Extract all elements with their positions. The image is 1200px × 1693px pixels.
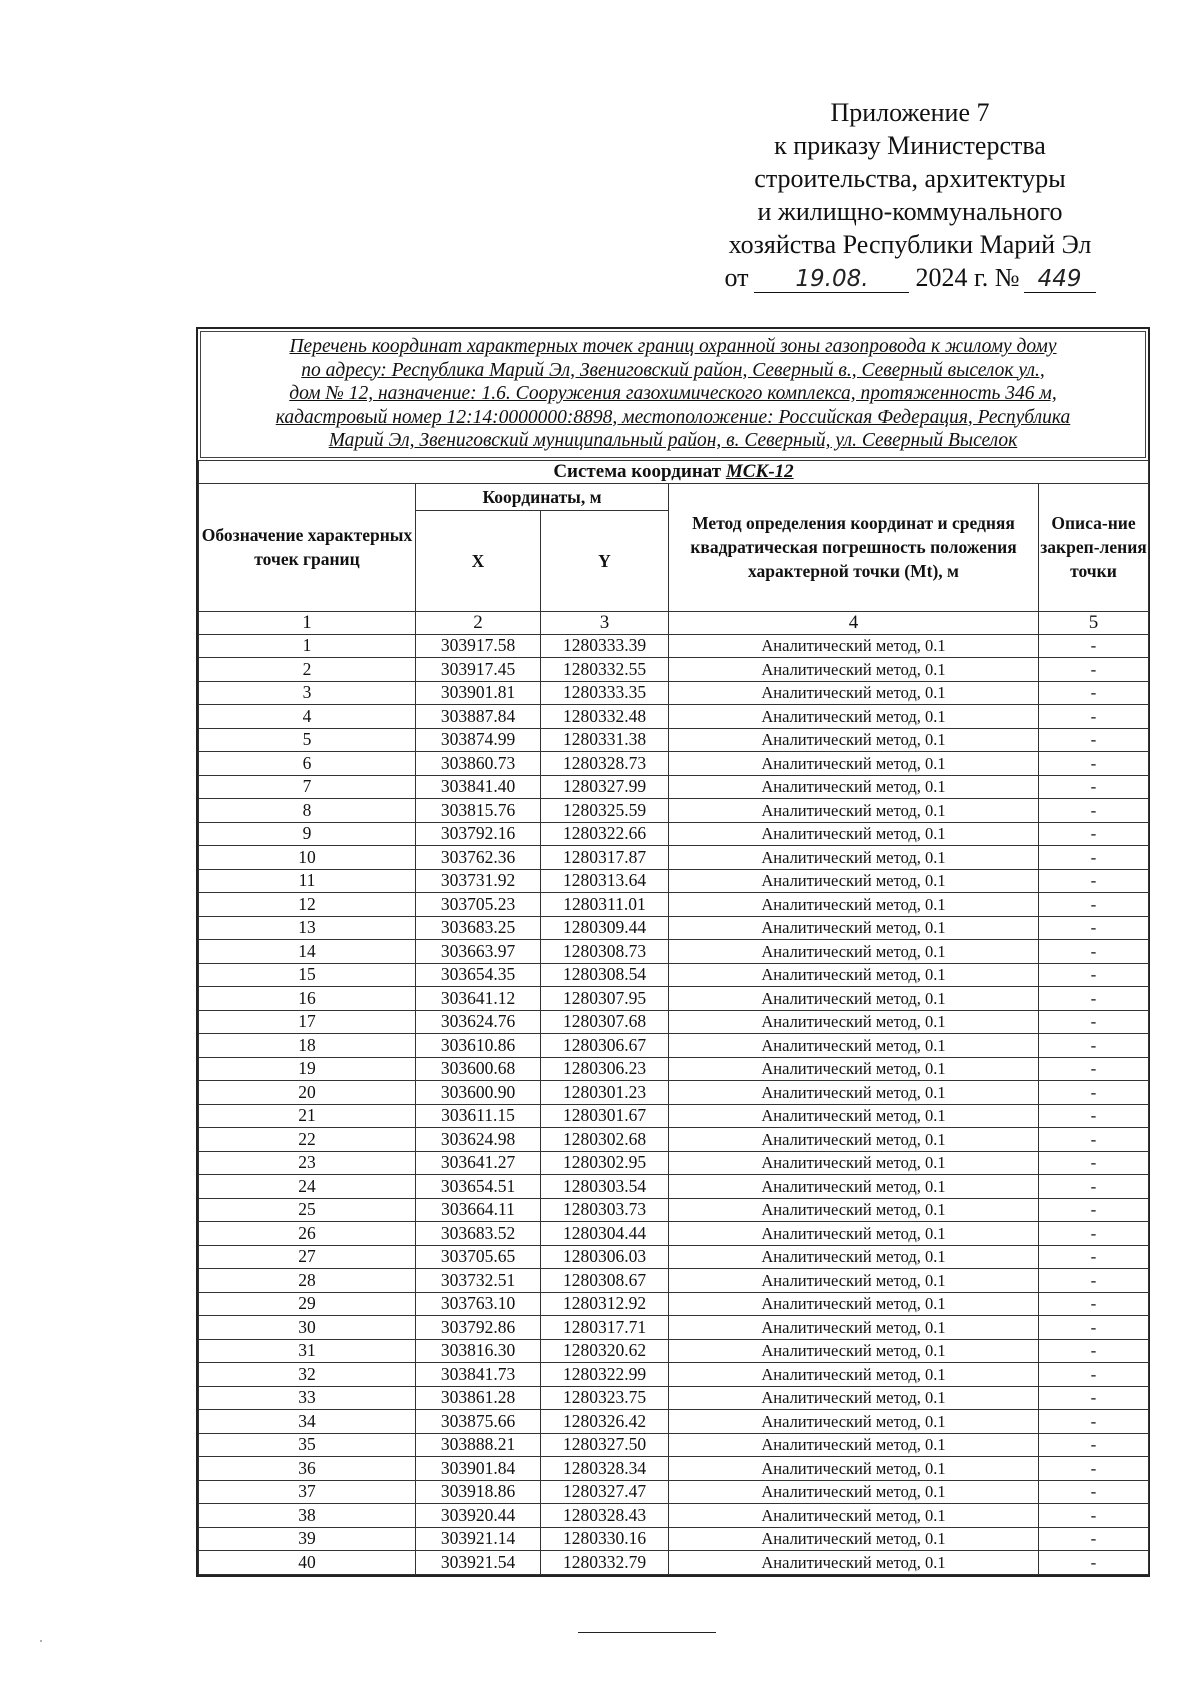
- point-number-cell: 29: [199, 1292, 416, 1316]
- y-coordinate-cell: 1280332.79: [541, 1551, 669, 1575]
- y-coordinate-cell: 1280307.68: [541, 1010, 669, 1034]
- method-cell: Аналитический метод, 0.1: [669, 681, 1039, 705]
- col-number: 1: [199, 611, 416, 634]
- table-row: [199, 1010, 1149, 1034]
- point-number-cell: 14: [199, 940, 416, 964]
- y-coordinate-cell: 1280328.34: [541, 1457, 669, 1481]
- table-row: [199, 1339, 1149, 1363]
- description-cell: -: [1039, 1222, 1149, 1246]
- y-coordinate-cell: 1280332.48: [541, 705, 669, 729]
- y-coordinate-cell: 1280308.54: [541, 963, 669, 987]
- x-coordinate-cell: 303641.12: [416, 987, 541, 1011]
- description-cell: -: [1039, 1104, 1149, 1128]
- table-row: [199, 705, 1149, 729]
- point-number-cell: 33: [199, 1386, 416, 1410]
- x-coordinate-cell: 303918.86: [416, 1480, 541, 1504]
- coordinate-system-value: МСК-12: [725, 460, 794, 482]
- table-row: [199, 1175, 1149, 1199]
- y-coordinate-cell: 1280323.75: [541, 1386, 669, 1410]
- point-number-cell: 13: [199, 916, 416, 940]
- table-row: [199, 1527, 1149, 1551]
- table-row: [199, 1057, 1149, 1081]
- method-cell: Аналитический метод, 0.1: [669, 1151, 1039, 1175]
- method-cell: Аналитический метод, 0.1: [669, 822, 1039, 846]
- appendix-header: [690, 96, 1130, 294]
- table-row: [199, 987, 1149, 1011]
- table-row: [199, 1151, 1149, 1175]
- point-number-cell: 15: [199, 963, 416, 987]
- y-coordinate-cell: 1280308.67: [541, 1269, 669, 1293]
- description-cell: -: [1039, 1386, 1149, 1410]
- x-coordinate-cell: 303917.58: [416, 634, 541, 658]
- description-cell: -: [1039, 822, 1149, 846]
- description-cell: -: [1039, 1151, 1149, 1175]
- description-cell: -: [1039, 705, 1149, 729]
- point-number-cell: 20: [199, 1081, 416, 1105]
- method-cell: Аналитический метод, 0.1: [669, 916, 1039, 940]
- table-row: [199, 1034, 1149, 1058]
- table-row: [199, 1480, 1149, 1504]
- table-row: [199, 822, 1149, 846]
- description-cell: -: [1039, 869, 1149, 893]
- method-cell: Аналитический метод, 0.1: [669, 1339, 1039, 1363]
- description-cell: -: [1039, 893, 1149, 917]
- table-row: [199, 963, 1149, 987]
- x-coordinate-cell: 303654.35: [416, 963, 541, 987]
- point-number-cell: 3: [199, 681, 416, 705]
- point-number-cell: 28: [199, 1269, 416, 1293]
- point-number-cell: 2: [199, 658, 416, 682]
- description-cell: -: [1039, 775, 1149, 799]
- y-coordinate-cell: 1280328.43: [541, 1504, 669, 1528]
- point-number-cell: 6: [199, 752, 416, 776]
- y-coordinate-cell: 1280311.01: [541, 893, 669, 917]
- description-cell: -: [1039, 1128, 1149, 1152]
- method-cell: Аналитический метод, 0.1: [669, 752, 1039, 776]
- y-coordinate-cell: 1280317.87: [541, 846, 669, 870]
- x-coordinate-cell: 303921.54: [416, 1551, 541, 1575]
- date-prefix: от: [724, 263, 749, 292]
- method-cell: Аналитический метод, 0.1: [669, 869, 1039, 893]
- table-row: [199, 1128, 1149, 1152]
- y-coordinate-cell: 1280332.55: [541, 658, 669, 682]
- method-cell: Аналитический метод, 0.1: [669, 1504, 1039, 1528]
- year-text: 2024 г. №: [915, 263, 1020, 292]
- x-coordinate-cell: 303762.36: [416, 846, 541, 870]
- description-cell: -: [1039, 1363, 1149, 1387]
- y-coordinate-cell: 1280303.54: [541, 1175, 669, 1199]
- point-number-cell: 9: [199, 822, 416, 846]
- point-number-cell: 16: [199, 987, 416, 1011]
- table-row: [199, 1410, 1149, 1434]
- order-date-line: [690, 261, 1130, 294]
- col-header-coords: Координаты, м: [416, 483, 669, 510]
- x-coordinate-cell: 303763.10: [416, 1292, 541, 1316]
- table-row: [199, 1104, 1149, 1128]
- table-row: [199, 846, 1149, 870]
- table-row: [199, 1222, 1149, 1246]
- order-number-handwritten: 449: [1024, 266, 1096, 293]
- x-coordinate-cell: 303624.98: [416, 1128, 541, 1152]
- x-coordinate-cell: 303705.23: [416, 893, 541, 917]
- description-cell: -: [1039, 1198, 1149, 1222]
- x-coordinate-cell: 303664.11: [416, 1198, 541, 1222]
- table-row: [199, 940, 1149, 964]
- table-row: [199, 1245, 1149, 1269]
- coordinates-table: [198, 460, 1149, 1575]
- description-cell: -: [1039, 799, 1149, 823]
- appendix-line-1: Приложение 7: [830, 98, 990, 127]
- table-row: [199, 1081, 1149, 1105]
- x-coordinate-cell: 303841.40: [416, 775, 541, 799]
- col-header-points: Обозначение характерных точек границ: [199, 483, 416, 611]
- description-cell: -: [1039, 1457, 1149, 1481]
- title-line-5: Марий Эл, Звениговский муниципальный район, в. Северный, ул. Северный Выселок: [328, 430, 1018, 451]
- table-row: [199, 1363, 1149, 1387]
- point-number-cell: 39: [199, 1527, 416, 1551]
- y-coordinate-cell: 1280302.68: [541, 1128, 669, 1152]
- method-cell: Аналитический метод, 0.1: [669, 1198, 1039, 1222]
- point-number-cell: 36: [199, 1457, 416, 1481]
- y-coordinate-cell: 1280306.23: [541, 1057, 669, 1081]
- title-line-4: кадастровый номер 12:14:0000000:8898, местоположение: Российская Федерация, Республика: [275, 406, 1071, 428]
- description-cell: -: [1039, 681, 1149, 705]
- table-row: [199, 1433, 1149, 1457]
- col-header-description: Описа-ние закреп-ления точки: [1039, 483, 1149, 611]
- y-coordinate-cell: 1280328.73: [541, 752, 669, 776]
- method-cell: Аналитический метод, 0.1: [669, 705, 1039, 729]
- method-cell: Аналитический метод, 0.1: [669, 1057, 1039, 1081]
- point-number-cell: 26: [199, 1222, 416, 1246]
- table-row: [199, 1457, 1149, 1481]
- table-row: [199, 681, 1149, 705]
- description-cell: -: [1039, 846, 1149, 870]
- x-coordinate-cell: 303705.65: [416, 1245, 541, 1269]
- title-line-3: дом № 12, назначение: 1.6. Сооружения газохимического комплекса, протяженность 346 м,: [289, 383, 1057, 404]
- method-cell: Аналитический метод, 0.1: [669, 1386, 1039, 1410]
- coordinate-system-cell: [199, 460, 1149, 483]
- method-cell: Аналитический метод, 0.1: [669, 963, 1039, 987]
- y-coordinate-cell: 1280322.99: [541, 1363, 669, 1387]
- point-number-cell: 32: [199, 1363, 416, 1387]
- table-row: [199, 1292, 1149, 1316]
- coordinate-system-label: Система координат: [553, 460, 722, 482]
- table-row: [199, 799, 1149, 823]
- table-row: [199, 752, 1149, 776]
- table-row: [199, 658, 1149, 682]
- y-coordinate-cell: 1280303.73: [541, 1198, 669, 1222]
- point-number-cell: 19: [199, 1057, 416, 1081]
- method-cell: Аналитический метод, 0.1: [669, 893, 1039, 917]
- appendix-line-3: строительства, архитектуры: [754, 164, 1066, 193]
- header-row-top: [199, 483, 1149, 510]
- point-number-cell: 18: [199, 1034, 416, 1058]
- x-coordinate-cell: 303815.76: [416, 799, 541, 823]
- method-cell: Аналитический метод, 0.1: [669, 1410, 1039, 1434]
- point-number-cell: 22: [199, 1128, 416, 1152]
- point-number-cell: 27: [199, 1245, 416, 1269]
- description-cell: -: [1039, 1480, 1149, 1504]
- y-coordinate-cell: 1280325.59: [541, 799, 669, 823]
- description-cell: -: [1039, 1034, 1149, 1058]
- description-cell: -: [1039, 658, 1149, 682]
- point-number-cell: 31: [199, 1339, 416, 1363]
- table-row: [199, 1551, 1149, 1575]
- table-row: [199, 775, 1149, 799]
- col-number: 2: [416, 611, 541, 634]
- y-coordinate-cell: 1280304.44: [541, 1222, 669, 1246]
- table-row: [199, 728, 1149, 752]
- x-coordinate-cell: 303875.66: [416, 1410, 541, 1434]
- description-cell: -: [1039, 752, 1149, 776]
- point-number-cell: 21: [199, 1104, 416, 1128]
- description-cell: -: [1039, 1245, 1149, 1269]
- method-cell: Аналитический метод, 0.1: [669, 775, 1039, 799]
- x-coordinate-cell: 303792.86: [416, 1316, 541, 1340]
- method-cell: Аналитический метод, 0.1: [669, 1269, 1039, 1293]
- x-coordinate-cell: 303600.68: [416, 1057, 541, 1081]
- point-number-cell: 8: [199, 799, 416, 823]
- x-coordinate-cell: 303860.73: [416, 752, 541, 776]
- method-cell: Аналитический метод, 0.1: [669, 987, 1039, 1011]
- x-coordinate-cell: 303663.97: [416, 940, 541, 964]
- method-cell: Аналитический метод, 0.1: [669, 1292, 1039, 1316]
- x-coordinate-cell: 303792.16: [416, 822, 541, 846]
- point-number-cell: 10: [199, 846, 416, 870]
- column-number-row: [199, 611, 1149, 634]
- description-cell: -: [1039, 1433, 1149, 1457]
- x-coordinate-cell: 303683.25: [416, 916, 541, 940]
- title-line-2: по адресу: Республика Марий Эл, Звениговский район, Северный в., Северный выселок ул.,: [301, 359, 1045, 381]
- x-coordinate-cell: 303611.15: [416, 1104, 541, 1128]
- method-cell: Аналитический метод, 0.1: [669, 846, 1039, 870]
- method-cell: Аналитический метод, 0.1: [669, 940, 1039, 964]
- x-coordinate-cell: 303732.51: [416, 1269, 541, 1293]
- point-number-cell: 25: [199, 1198, 416, 1222]
- y-coordinate-cell: 1280331.38: [541, 728, 669, 752]
- y-coordinate-cell: 1280333.39: [541, 634, 669, 658]
- y-coordinate-cell: 1280330.16: [541, 1527, 669, 1551]
- table-row: [199, 1386, 1149, 1410]
- x-coordinate-cell: 303917.45: [416, 658, 541, 682]
- description-cell: -: [1039, 1551, 1149, 1575]
- y-coordinate-cell: 1280309.44: [541, 916, 669, 940]
- description-cell: -: [1039, 940, 1149, 964]
- table-row: [199, 1316, 1149, 1340]
- method-cell: Аналитический метод, 0.1: [669, 1081, 1039, 1105]
- method-cell: Аналитический метод, 0.1: [669, 728, 1039, 752]
- point-number-cell: 17: [199, 1010, 416, 1034]
- y-coordinate-cell: 1280327.50: [541, 1433, 669, 1457]
- y-coordinate-cell: 1280308.73: [541, 940, 669, 964]
- col-header-x: X: [416, 510, 541, 611]
- y-coordinate-cell: 1280317.71: [541, 1316, 669, 1340]
- y-coordinate-cell: 1280301.67: [541, 1104, 669, 1128]
- description-cell: -: [1039, 1057, 1149, 1081]
- x-coordinate-cell: 303683.52: [416, 1222, 541, 1246]
- table-row: [199, 1269, 1149, 1293]
- method-cell: Аналитический метод, 0.1: [669, 1245, 1039, 1269]
- description-cell: -: [1039, 1339, 1149, 1363]
- method-cell: Аналитический метод, 0.1: [669, 1010, 1039, 1034]
- description-cell: -: [1039, 728, 1149, 752]
- method-cell: Аналитический метод, 0.1: [669, 1527, 1039, 1551]
- method-cell: Аналитический метод, 0.1: [669, 1433, 1039, 1457]
- method-cell: Аналитический метод, 0.1: [669, 1363, 1039, 1387]
- table-row: [199, 893, 1149, 917]
- method-cell: Аналитический метод, 0.1: [669, 1034, 1039, 1058]
- description-cell: -: [1039, 1269, 1149, 1293]
- x-coordinate-cell: 303888.21: [416, 1433, 541, 1457]
- point-number-cell: 40: [199, 1551, 416, 1575]
- method-cell: Аналитический метод, 0.1: [669, 1222, 1039, 1246]
- title-line-1: Перечень координат характерных точек границ охранной зоны газопровода к жилому дому: [289, 336, 1057, 357]
- y-coordinate-cell: 1280327.47: [541, 1480, 669, 1504]
- x-coordinate-cell: 303816.30: [416, 1339, 541, 1363]
- description-cell: -: [1039, 963, 1149, 987]
- table-row: [199, 634, 1149, 658]
- method-cell: Аналитический метод, 0.1: [669, 1457, 1039, 1481]
- method-cell: Аналитический метод, 0.1: [669, 1316, 1039, 1340]
- order-date-handwritten: 19.08.: [754, 266, 909, 293]
- y-coordinate-cell: 1280333.35: [541, 681, 669, 705]
- table-row: [199, 1198, 1149, 1222]
- point-number-cell: 4: [199, 705, 416, 729]
- description-cell: -: [1039, 1527, 1149, 1551]
- method-cell: Аналитический метод, 0.1: [669, 1128, 1039, 1152]
- point-number-cell: 5: [199, 728, 416, 752]
- method-cell: Аналитический метод, 0.1: [669, 1480, 1039, 1504]
- appendix-line-4: и жилищно-коммунального: [757, 197, 1063, 226]
- point-number-cell: 7: [199, 775, 416, 799]
- x-coordinate-cell: 303874.99: [416, 728, 541, 752]
- point-number-cell: 30: [199, 1316, 416, 1340]
- description-cell: -: [1039, 1410, 1149, 1434]
- x-coordinate-cell: 303641.27: [416, 1151, 541, 1175]
- coordinates-document-frame: [196, 327, 1150, 1577]
- description-cell: -: [1039, 1316, 1149, 1340]
- col-number: 5: [1039, 611, 1149, 634]
- list-title: [200, 331, 1146, 458]
- method-cell: Аналитический метод, 0.1: [669, 1175, 1039, 1199]
- point-number-cell: 1: [199, 634, 416, 658]
- x-coordinate-cell: 303624.76: [416, 1010, 541, 1034]
- description-cell: -: [1039, 1175, 1149, 1199]
- x-coordinate-cell: 303841.73: [416, 1363, 541, 1387]
- y-coordinate-cell: 1280322.66: [541, 822, 669, 846]
- x-coordinate-cell: 303731.92: [416, 869, 541, 893]
- description-cell: -: [1039, 1292, 1149, 1316]
- y-coordinate-cell: 1280326.42: [541, 1410, 669, 1434]
- appendix-line-2: к приказу Министерства: [774, 131, 1046, 160]
- col-number: 3: [541, 611, 669, 634]
- y-coordinate-cell: 1280301.23: [541, 1081, 669, 1105]
- method-cell: Аналитический метод, 0.1: [669, 1104, 1039, 1128]
- point-number-cell: 12: [199, 893, 416, 917]
- col-header-method: Метод определения координат и средняя квадратическая погрешность положения характерной точки (Mt), м: [669, 483, 1039, 611]
- coordinate-system-row: [199, 460, 1149, 483]
- scan-speck: [40, 1640, 42, 1642]
- point-number-cell: 38: [199, 1504, 416, 1528]
- col-number: 4: [669, 611, 1039, 634]
- y-coordinate-cell: 1280312.92: [541, 1292, 669, 1316]
- table-row: [199, 1504, 1149, 1528]
- point-number-cell: 37: [199, 1480, 416, 1504]
- point-number-cell: 11: [199, 869, 416, 893]
- method-cell: Аналитический метод, 0.1: [669, 634, 1039, 658]
- description-cell: -: [1039, 1081, 1149, 1105]
- description-cell: -: [1039, 987, 1149, 1011]
- x-coordinate-cell: 303901.84: [416, 1457, 541, 1481]
- method-cell: Аналитический метод, 0.1: [669, 1551, 1039, 1575]
- x-coordinate-cell: 303600.90: [416, 1081, 541, 1105]
- y-coordinate-cell: 1280307.95: [541, 987, 669, 1011]
- x-coordinate-cell: 303610.86: [416, 1034, 541, 1058]
- method-cell: Аналитический метод, 0.1: [669, 658, 1039, 682]
- point-number-cell: 23: [199, 1151, 416, 1175]
- table-row: [199, 869, 1149, 893]
- point-number-cell: 24: [199, 1175, 416, 1199]
- y-coordinate-cell: 1280327.99: [541, 775, 669, 799]
- y-coordinate-cell: 1280320.62: [541, 1339, 669, 1363]
- description-cell: -: [1039, 634, 1149, 658]
- description-cell: -: [1039, 916, 1149, 940]
- table-row: [199, 916, 1149, 940]
- x-coordinate-cell: 303920.44: [416, 1504, 541, 1528]
- y-coordinate-cell: 1280302.95: [541, 1151, 669, 1175]
- description-cell: -: [1039, 1504, 1149, 1528]
- x-coordinate-cell: 303887.84: [416, 705, 541, 729]
- description-cell: -: [1039, 1010, 1149, 1034]
- x-coordinate-cell: 303861.28: [416, 1386, 541, 1410]
- y-coordinate-cell: 1280313.64: [541, 869, 669, 893]
- x-coordinate-cell: 303901.81: [416, 681, 541, 705]
- y-coordinate-cell: 1280306.03: [541, 1245, 669, 1269]
- appendix-line-5: хозяйства Республики Марий Эл: [728, 230, 1092, 259]
- point-number-cell: 34: [199, 1410, 416, 1434]
- x-coordinate-cell: 303921.14: [416, 1527, 541, 1551]
- method-cell: Аналитический метод, 0.1: [669, 799, 1039, 823]
- x-coordinate-cell: 303654.51: [416, 1175, 541, 1199]
- footer-rule: [578, 1632, 716, 1633]
- y-coordinate-cell: 1280306.67: [541, 1034, 669, 1058]
- point-number-cell: 35: [199, 1433, 416, 1457]
- col-header-y: Y: [541, 510, 669, 611]
